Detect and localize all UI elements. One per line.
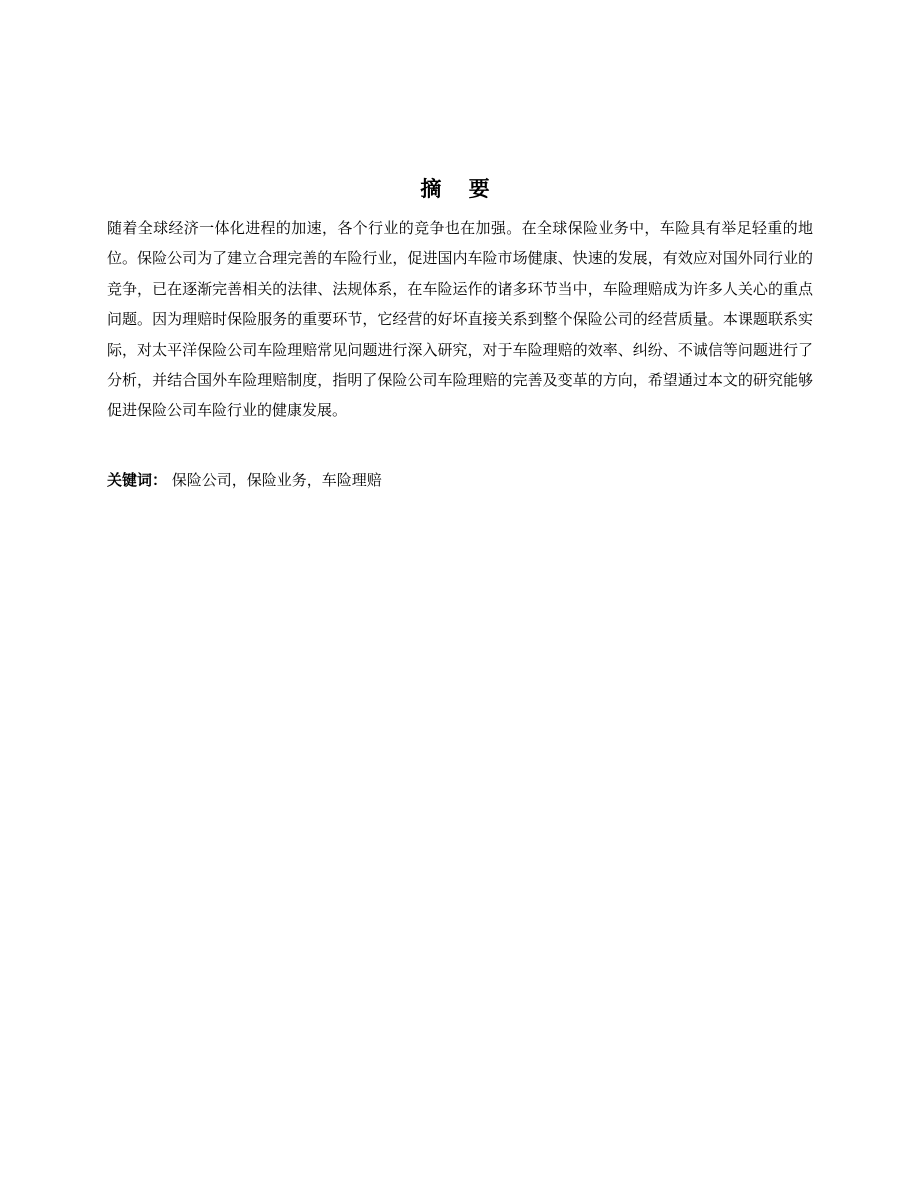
keywords-line bbox=[107, 468, 813, 492]
keywords-value: 保险公司，保险业务，车险理赔 bbox=[171, 471, 382, 489]
abstract-title: 摘 要 bbox=[420, 177, 500, 201]
abstract-body: 随着全球经济一体化进程的加速，各个行业的竞争也在加强。在全球保险业务中，车险具有举足轻重的地位。保险公司为了建立合理完善的车险行业，促进国内车险市场健康、快速的发展，有效应对国外同行业的竞争，已在逐渐完善相关的法律、法规体系，在车险运作的诸多环节当中，车险理赔成为许多人关心的重点问题。因为理赔时保险服务的重要环节，它经营的好坏直接关系到整个保险公司的经营质量。本课题联系实际，对太平洋保险公司车险理赔常见问题进行深入研究，对于车险理赔的效率、纠纷、不诚信等问题进行了分析，并结合国外车险理赔制度，指明了保险公司车险理赔的完善及变革的方向，希望通过本文的研究能够促进保险公司车险行业的健康发展。 bbox=[107, 219, 813, 420]
keywords-label: 关键词： bbox=[107, 471, 168, 489]
